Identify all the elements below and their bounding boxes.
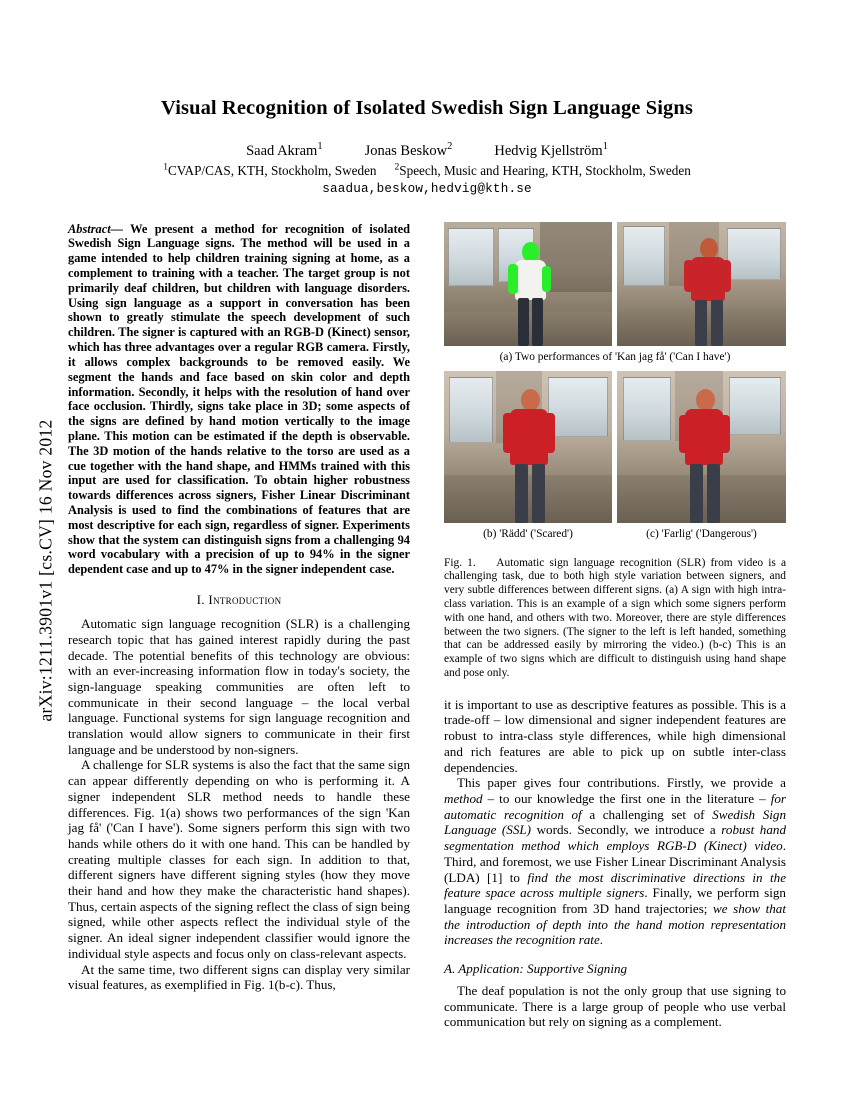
figure-caption <box>444 557 786 681</box>
right-paragraph-2: This paper gives four contributions. Firstly, we provide a method – to our knowledge the first one in the literature – for automatic recognition of a challenging set of Swedish Sign Language (SSL) words. Secondly, we introduce a robust hand segmentation method which employs RGB-D (Kinect) video. Third, and foremost, we use Fisher Linear Discriminant Analysis (LDA) [1] to find the most discriminative directions in the feature space across multiple signers. Finally, we perform sign language recognition from 3D hand trajectories; we show that the introduction of depth into the hand motion representation increases the recognition rate. <box>444 775 787 948</box>
contact-email: saadua,beskow,hedvig@kth.se <box>322 181 532 196</box>
figure-subcaption-a: (a) Two performances of 'Kan jag få' ('Can I have') <box>499 350 731 363</box>
figure-row-a <box>444 222 786 346</box>
affiliation-list <box>68 163 786 179</box>
figure-row-bc <box>444 371 786 523</box>
abstract-text: We present a method for recognition of isolated Swedish Sign Language signs. The method will be used in a game intended to help children training signing at home, as a complement to training with a teacher. The target group is not primarily deaf children, but children with language disorders. Using sign language as a support in conversation has been shown to greatly stimulate the speech development of such children. The signer is captured with an RGB-D (Kinect) sensor, which has three advantages over a regular RGB camera. Firstly, it allows complex backgrounds to be removed easily. We segment the hands and face based on skin color and depth information. Secondly, it helps with the resolution of hand over face occlusion. Thirdly, signs take place in 3D; some aspects of the signs are defined by hand motion vertically to the image plane. This motion can be estimated if the depth is observable. The 3D motion of the hands relative to the torso are used as a cue together with the hand shape, and HMMs trained with this input are used for classification. To obtain higher robustness towards differences across signers, Fisher Linear Discriminant Analysis is used to find the combinations of features that are most descriptive for each sign, regardless of signer. Experiments show that the system can distinguish signs from a challenging 94 word vocabulary with a precision of up to 94% in the signer dependent case and up to 47% in the signer independent case. <box>68 221 410 577</box>
figure-subcaption-b: (b) 'Rädd' ('Scared') <box>483 527 573 540</box>
figure-image-a1 <box>444 222 612 346</box>
subsection-heading-application: A. Application: Supportive Signing <box>444 961 628 977</box>
left-column <box>68 222 410 993</box>
paper-content <box>68 96 787 1030</box>
author-list <box>68 140 786 160</box>
figure-subcaption-c: (c) 'Farlig' ('Dangerous') <box>646 527 757 540</box>
figure-image-c <box>617 371 786 523</box>
intro-paragraph-2: A challenge for SLR systems is also the fact that the same sign can appear differently depending on who is performing it. A signer independent SLR method needs to handle these differences. Fig. 1(a) shows two performances of the sign 'Kan jag få' ('Can I have'). Some signers perform this sign with two hands while others do it with one hand. This can be handled by creating multiple classes for each sign. In addition to that, different signers have different signing styles (how they move their hand and how they make the characteristic hand shapes). Thus, certain aspects of the signing reflect the class of sign being signed, while other aspects reflect the individual style of the signer. An ideal signer independent classifier would ignore the individual style aspects and focus only on class-relevant aspects. <box>68 757 410 961</box>
author-3: Hedvig Kjellström$^1$ <box>494 140 608 159</box>
author-1-sup: 1 <box>317 140 323 152</box>
figure-caption-label: Fig. 1. <box>444 556 476 569</box>
subsection-paragraph-1: The deaf population is not the only group that use signing to communicate. There is a large group of people who use verbal communication but rely on signing as a complement. <box>444 983 786 1030</box>
intro-paragraph-1: Automatic sign language recognition (SLR) is a challenging research topic that has gained interest rapidly during the past decade. The potential benefits of this technology are obvious: with an ever-increasing information flow in today's society, the sign-language speaking communities are often left to communicate in their second language – the local verbal language. Functional systems for sign language recognition and translation would allow signers to communicate in their first language and be understood by non-signers. <box>68 616 410 757</box>
author-2-sup: 2 <box>447 140 453 152</box>
figure-image-a2 <box>617 222 786 346</box>
figure-image-b <box>444 371 612 523</box>
intro-paragraph-3: At the same time, two different signs can display very similar visual features, as exemplified in Fig. 1(b-c). Thus, <box>68 961 410 993</box>
abstract-block <box>68 222 410 578</box>
section-heading-introduction: I. Introduction <box>196 592 282 608</box>
arxiv-stamp: arXiv:1211.3901v1 [cs.CV] 16 Nov 2012 <box>35 419 56 722</box>
figure-caption-text: Automatic sign language recognition (SLR) from video is a challenging task, due to both high style variation between signers, and very subtle differences between different signs. (a) A sign with high intra-class variation. This is an example of a sign which some signers perform with one hand, and others with two. Moreover, there are style differences between the two signers. (The signer to the left is left handed, something that can be addressed easily by mirroring the video.) (b-c) This is an example of two signs which are difficult to distinguish using hand shape and pose only. <box>444 556 787 679</box>
page-title: Visual Recognition of Isolated Swedish Sign Language Signs <box>161 97 693 119</box>
author-1: Saad Akram$^1$ <box>246 140 323 159</box>
affil-2-sup: 2 <box>394 162 400 173</box>
figure-1 <box>444 222 786 681</box>
author-3-sup: 1 <box>602 140 608 152</box>
right-paragraph-1: it is important to use as descriptive features as possible. This is a trade-off – low dimensional and signer independent features are robust to intra-class style differences, while high dimensional and rich features are able to pick up on subtle inter-class dependencies. <box>444 696 786 775</box>
affil-1-sup: 1 <box>163 162 168 173</box>
affil-1-text: CVAP/CAS, KTH, Stockholm, Sweden <box>167 162 377 178</box>
right-column <box>444 222 786 1031</box>
abstract-label: Abstract— <box>68 221 124 236</box>
author-2: Jonas Beskow$^2$ <box>364 140 453 159</box>
affil-2-text: Speech, Music and Hearing, KTH, Stockholm, Sweden <box>399 162 691 178</box>
